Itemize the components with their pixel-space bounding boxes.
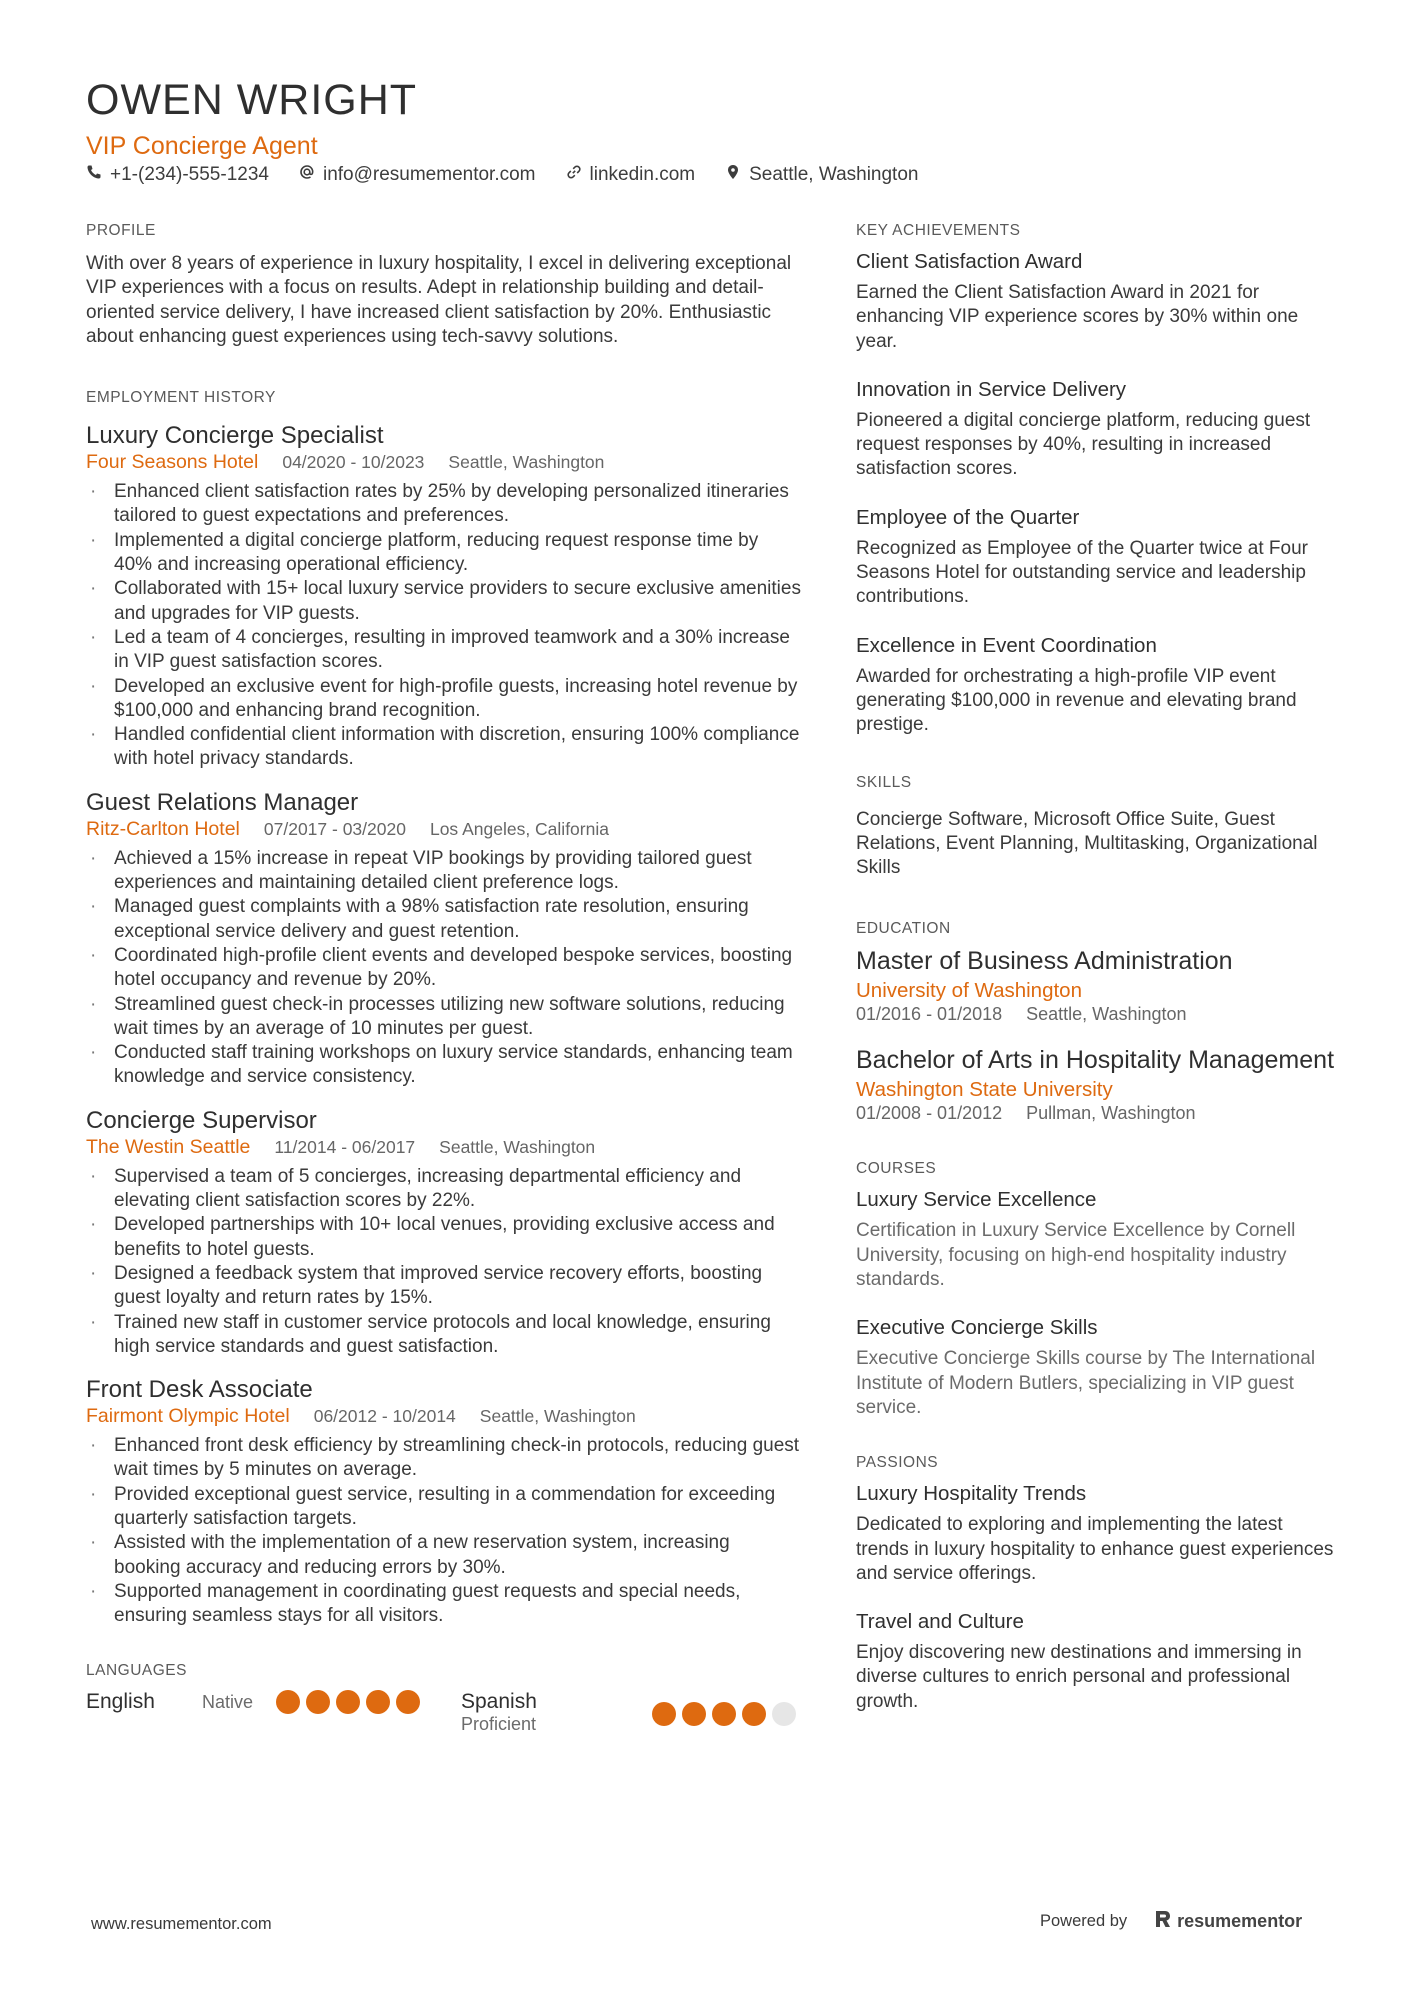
education-meta <box>856 1004 1336 1025</box>
bullet-item: · Coordinated high-profile client events and developed bespoke services, boosting hotel occupancy and revenue by 20%. <box>90 944 793 991</box>
employment-heading: EMPLOYMENT HISTORY <box>86 389 276 407</box>
job-entry <box>86 788 801 1090</box>
contact-location-text: Seattle, Washington <box>749 164 919 185</box>
rating-dot-filled <box>336 1690 360 1714</box>
passion-title: Travel and Culture <box>856 1610 1024 1634</box>
employment-section <box>86 389 801 1628</box>
language-english <box>86 1690 461 1714</box>
bullet-item: · Collaborated with 15+ local luxury service providers to secure exclusive amenities and upgrades for VIP guests. <box>90 578 801 624</box>
phone-icon <box>86 164 102 186</box>
rating-dot-filled <box>682 1702 706 1726</box>
skills-heading: SKILLS <box>856 773 912 791</box>
education-item <box>856 1045 1336 1124</box>
bullet-item: · Developed an exclusive event for high-profile guests, increasing hotel revenue by $100,000 and enhancing brand recognition. <box>90 675 798 721</box>
job-entry-meta <box>86 818 801 841</box>
rating-dot-filled <box>742 1702 766 1726</box>
achievement-item <box>856 248 1336 354</box>
job-entry-title: Concierge Supervisor <box>86 1106 317 1134</box>
brand-logo <box>1155 1910 1302 1933</box>
bullet-item: · Enhanced front desk efficiency by streamlining check-in protocols, reducing guest wait times by 5 minutes on average. <box>90 1435 800 1481</box>
achievement-item <box>856 504 1336 610</box>
bullet-item: · Handled confidential client information with discretion, ensuring 100% compliance with hotel privacy standards. <box>90 724 800 770</box>
rating-dot-filled <box>652 1702 676 1726</box>
education-school: University of Washington <box>856 979 1082 1003</box>
brand-name: resumementor <box>1177 1911 1303 1931</box>
job-entry-title: Front Desk Associate <box>86 1376 313 1404</box>
job-entry-dates: 06/2012 - 10/2014 <box>313 1406 456 1427</box>
profile-text: With over 8 years of experience in luxury hospitality, I excel in delivering exceptional VIP experiences with a focus on results. Adept in relationship building and detail-oriented service delivery, I have increased client satisfaction by 20%. Enthusiastic about enhancing guest experiences using tech-savvy solutions. <box>86 253 792 347</box>
language-name: English <box>86 1690 155 1714</box>
passion-desc: Enjoy discovering new destinations and immersing in diverse cultures to enrich personal and professional growth. <box>856 1642 1302 1712</box>
achievement-title: Client Satisfaction Award <box>856 250 1083 273</box>
job-entry-company: Fairmont Olympic Hotel <box>86 1405 290 1428</box>
education-location: Seattle, Washington <box>1026 1004 1187 1025</box>
bullet-item: · Developed partnerships with 10+ local venues, providing exclusive access and benefits to hotel guests. <box>90 1214 775 1260</box>
education-heading: EDUCATION <box>856 920 951 938</box>
languages-row <box>86 1690 801 1735</box>
courses-heading: COURSES <box>856 1160 937 1178</box>
achievement-desc: Pioneered a digital concierge platform, reducing guest request responses by 40%, resulting in increased satisfaction scores. <box>856 409 1311 480</box>
rating-dot-filled <box>396 1690 420 1714</box>
bullet-item: · Supervised a team of 5 concierges, increasing departmental efficiency and elevating client satisfaction scores by 22%. <box>90 1165 742 1212</box>
achievement-item <box>856 632 1336 738</box>
rating-dot-filled <box>306 1690 330 1714</box>
course-title: Luxury Service Excellence <box>856 1188 1097 1212</box>
languages-heading: LANGUAGES <box>86 1662 187 1680</box>
rating-dot-filled <box>712 1702 736 1726</box>
brand-logo-icon <box>1155 1910 1171 1933</box>
language-name: Spanish <box>461 1690 537 1714</box>
bullet-item: · Implemented a digital concierge platform, reducing request response time by 40% and increasing operational efficiency. <box>90 529 759 576</box>
achievements-heading: KEY ACHIEVEMENTS <box>856 222 1021 239</box>
profile-section <box>86 222 801 349</box>
passion-title: Luxury Hospitality Trends <box>856 1482 1087 1506</box>
course-desc: Certification in Luxury Service Excellence by Cornell University, focusing on high-end hospitality industry standards. <box>856 1220 1296 1291</box>
bullet-item: · Streamlined guest check-in processes utilizing new software solutions, reducing wait times by an average of 10 minutes per guest. <box>90 993 785 1039</box>
right-column <box>856 222 1336 1736</box>
skills-section <box>856 774 1336 881</box>
achievement-item <box>856 376 1336 482</box>
bullet-item: · Assisted with the implementation of a new reservation system, increasing booking accuracy and reducing errors by 30%. <box>90 1532 730 1578</box>
education-location: Pullman, Washington <box>1026 1103 1196 1124</box>
education-dates: 01/2016 - 01/2018 <box>856 1004 1003 1025</box>
job-entry-location: Seattle, Washington <box>479 1406 636 1427</box>
job-entry-dates: 04/2020 - 10/2023 <box>282 452 425 473</box>
education-item <box>856 946 1336 1025</box>
contact-phone-text: +1-(234)-555-1234 <box>110 164 269 185</box>
rating-dot-filled <box>276 1690 300 1714</box>
location-pin-icon <box>725 164 741 186</box>
achievement-title: Excellence in Event Coordination <box>856 633 1157 657</box>
bullet-item: · Enhanced client satisfaction rates by 25% by developing personalized itineraries tailored to guest expectations and preferences. <box>90 481 789 527</box>
rating-dot-filled <box>366 1690 390 1714</box>
contact-linkedin[interactable] <box>566 164 696 186</box>
passions-section <box>856 1454 1336 1714</box>
language-rating <box>652 1702 796 1726</box>
footer-brand[interactable] <box>1040 1910 1302 1933</box>
job-entry-location: Seattle, Washington <box>439 1136 596 1157</box>
languages-section <box>86 1662 801 1735</box>
job-entry-bullets <box>86 1165 801 1359</box>
achievement-desc: Earned the Client Satisfaction Award in 2021 for enhancing VIP experience scores by 30% within one year. <box>856 282 1299 352</box>
bullet-item: · Trained new staff in customer service protocols and local knowledge, ensuring high service standards and guest satisfaction. <box>90 1311 771 1357</box>
language-labels <box>461 1690 537 1735</box>
powered-by-label: Powered by <box>1040 1912 1128 1930</box>
job-entry <box>86 1375 801 1628</box>
bullet-item: · Designed a feedback system that improved service recovery efforts, boosting guest loyalty and return rates by 15%. <box>90 1262 763 1309</box>
language-rating <box>276 1690 420 1714</box>
passion-item <box>856 1608 1336 1714</box>
contact-phone[interactable] <box>86 164 269 186</box>
education-section <box>856 920 1336 1124</box>
course-item <box>856 1314 1336 1420</box>
contact-bar <box>86 164 918 186</box>
contact-email[interactable] <box>299 164 536 186</box>
profile-heading: PROFILE <box>86 222 156 239</box>
passions-heading: PASSIONS <box>856 1454 939 1472</box>
education-school: Washington State University <box>856 1078 1113 1102</box>
job-entry-title: Guest Relations Manager <box>86 788 359 816</box>
job-entry-company: Ritz-Carlton Hotel <box>86 817 240 840</box>
left-column <box>86 222 801 1735</box>
job-entry-dates: 11/2014 - 06/2017 <box>274 1136 416 1157</box>
achievements-section <box>856 222 1336 738</box>
skills-text: Concierge Software, Microsoft Office Suite, Guest Relations, Event Planning, Multitasking, Organizational Skills <box>856 808 1318 879</box>
bullet-item: · Led a team of 4 concierges, resulting in improved teamwork and a 30% increase in VIP guest satisfaction scores. <box>90 626 790 673</box>
passion-item <box>856 1480 1336 1586</box>
language-spanish <box>461 1690 796 1735</box>
education-degree: Bachelor of Arts in Hospitality Management <box>856 1046 1335 1075</box>
education-dates: 01/2008 - 01/2012 <box>856 1103 1003 1124</box>
bullet-item: · Conducted staff training workshops on luxury service standards, enhancing team knowledge and service consistency. <box>90 1042 793 1088</box>
job-entry-company: Four Seasons Hotel <box>86 451 259 474</box>
courses-section <box>856 1160 1336 1420</box>
job-entry-bullets <box>86 847 801 1090</box>
bullet-item: · Managed guest complaints with a 98% satisfaction rate resolution, ensuring exceptional service delivery and guest retention. <box>90 896 749 942</box>
achievement-title: Innovation in Service Delivery <box>856 377 1127 401</box>
language-level: Native <box>202 1691 254 1712</box>
education-meta <box>856 1103 1336 1124</box>
job-entry-company: The Westin Seattle <box>86 1135 251 1158</box>
bullet-item: · Provided exceptional guest service, resulting in a commendation for exceeding quarterly satisfaction targets. <box>90 1483 776 1529</box>
candidate-name: OWEN WRIGHT <box>86 76 418 124</box>
job-entry <box>86 1106 801 1359</box>
job-entry-meta <box>86 1405 801 1428</box>
job-entry-bullets <box>86 1434 801 1628</box>
bullet-item: · Achieved a 15% increase in repeat VIP bookings by providing tailored guest experiences and maintaining detailed client preference logs. <box>90 847 752 894</box>
passion-desc: Dedicated to exploring and implementing the latest trends in luxury hospitality to enhance guest experiences and service offerings. <box>856 1514 1334 1584</box>
bullet-item: · Supported management in coordinating guest requests and special needs, ensuring seamless stays for all visitors. <box>90 1580 741 1627</box>
achievement-title: Employee of the Quarter <box>856 505 1080 529</box>
link-icon <box>566 164 582 186</box>
job-entry-title: Luxury Concierge Specialist <box>86 422 384 450</box>
job-title: VIP Concierge Agent <box>86 132 318 160</box>
job-entry-location: Los Angeles, California <box>429 818 609 839</box>
contact-location <box>725 164 918 186</box>
course-title: Executive Concierge Skills <box>856 1316 1098 1340</box>
job-entry-meta <box>86 1136 801 1159</box>
job-entry <box>86 421 801 772</box>
job-entry-bullets <box>86 480 801 772</box>
contact-linkedin-text: linkedin.com <box>589 164 696 185</box>
job-entry-location: Seattle, Washington <box>448 452 605 473</box>
achievement-desc: Awarded for orchestrating a high-profile VIP event generating $100,000 in revenue and elevating brand prestige. <box>856 665 1297 736</box>
footer-website[interactable]: www.resumementor.com <box>91 1915 272 1933</box>
course-desc: Executive Concierge Skills course by The International Institute of Modern Butlers, specializing in VIP guest service. <box>856 1348 1316 1418</box>
rating-dot-empty <box>772 1702 796 1726</box>
job-entry-meta <box>86 451 801 474</box>
contact-email-text: info@resumementor.com <box>322 164 536 185</box>
job-entry-dates: 07/2017 - 03/2020 <box>263 818 406 839</box>
at-icon <box>299 164 315 186</box>
course-item <box>856 1186 1336 1292</box>
language-level: Proficient <box>461 1714 537 1735</box>
education-degree: Master of Business Administration <box>856 947 1233 976</box>
achievement-desc: Recognized as Employee of the Quarter twice at Four Seasons Hotel for outstanding service and leadership contributions. <box>856 537 1309 608</box>
